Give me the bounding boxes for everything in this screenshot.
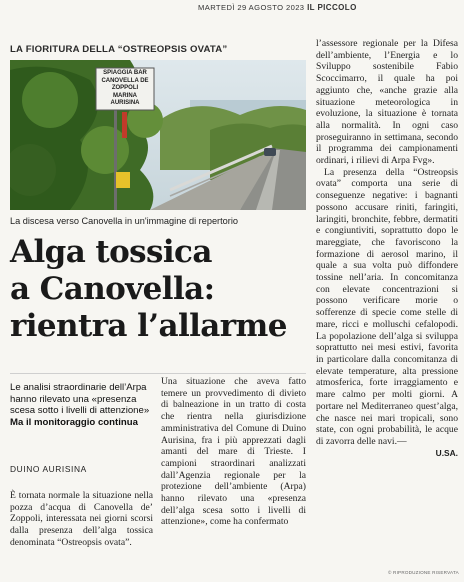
deck-text: Le analisi straordinarie dell’Arpa hanno rilevato una «presenza scesa sotto i livelli di attenzione» — [10, 382, 150, 417]
article-column-2 — [161, 376, 306, 528]
article-paragraph: l’assessore regionale per la Difesa dell’ambiente, l’Energia e lo Sviluppo sostenibile Fabio Scoccimarro, il quale ha poi aggiunto che, «anche grazie alla situazione meteorologica in evoluzione, la situazione è tornata alla normalità. In ogni caso proseguiranno in settimana, secondo il programma dei campionamenti ordinari, i rilievi di Arpa Fvg». — [316, 38, 458, 167]
dateline: DUINO AURISINA — [10, 464, 87, 474]
headline-line: Alga tossica — [10, 234, 212, 270]
photo-caption: La discesa verso Canovella in un'immagine di repertorio — [10, 216, 238, 226]
beach-sign-line: ZOPPOLI — [111, 85, 139, 91]
masthead — [198, 3, 357, 12]
copyright-notice: © RIPRODUZIONE RISERVATA — [388, 570, 459, 575]
masthead-date: MARTEDÌ 29 AGOSTO 2023 — [198, 3, 305, 12]
article-column-3 — [316, 38, 458, 459]
headline-line: rientra l’allarme — [10, 308, 287, 344]
section-kicker: LA FIORITURA DELLA “OSTREOPSIS OVATA” — [10, 44, 228, 55]
beach-sign-line: MARINA AURISINA — [110, 92, 140, 106]
article-paragraph: La presenza della “Ostreopsis ovata” comporta una serie di conseguenze negative: i bagnanti possono accusare riniti, faringiti, laringiti, bronchite, febbre, dermatiti e congiuntiviti, soprattutto dopo le mareggiate, che favoriscono la formazione di aerosol marino, il quale a sua volta può diffondere tossine nell’aria. In concomitanza con elevate concentrazioni si possono verificare morie o sofferenze di specie come stelle di mare, ricci e molluschi cefalopodi. La popolazione dell’alga si sviluppa soprattutto nei mesi estivi, favorita in particolare dalla concomitanza di elevate temperature, alta pressione atmosferica, forte irraggiamento e mare calmo per molti giorni. A portare nel Mediterraneo quest’alga, che nasce nei mari tropicali, sono state, con ogni probabilità, le acque di zavorra delle navi.— — [316, 166, 458, 447]
beach-sign-line: SPIAGGIA BAR — [103, 70, 147, 76]
headline — [10, 234, 310, 345]
author-signature: U.SA. — [435, 447, 458, 458]
article-photo — [10, 60, 306, 210]
article-deck — [10, 382, 152, 428]
masthead-paper-name: IL PICCOLO — [307, 3, 357, 12]
coastal-road-image — [10, 60, 306, 210]
article-column-1 — [10, 490, 153, 549]
deck-tail: Ma il monitoraggio continua — [10, 416, 138, 428]
beach-sign-line: CANOVELLA DE — [101, 77, 149, 84]
article-paragraph: È tornata normale la situazione nella pozza d’acqua di Canovella de’ Zoppoli, interessata nei giorni scorsi dalla presenza dell’alga tossica denominata “Ostreopsis ovata”. — [10, 490, 153, 548]
divider — [10, 373, 306, 374]
headline-line: a Canovella: — [10, 271, 215, 307]
article-paragraph: Una situazione che aveva fatto temere un provvedimento di divieto di balneazione in un tratto di costa che rientra nella giurisdizione amministrativa del Comune di Duino Aurisina, fra i più apprezzati dagli amanti del mare di Trieste. I campioni straordinari analizzati dall’Agenzia regionale per la protezione dell’ambiente (Arpa) hanno rilevato una «presenza dell’alga scesa sotto i livelli di attenzione», come ha confermato — [161, 376, 306, 528]
beach-sign — [98, 70, 152, 108]
